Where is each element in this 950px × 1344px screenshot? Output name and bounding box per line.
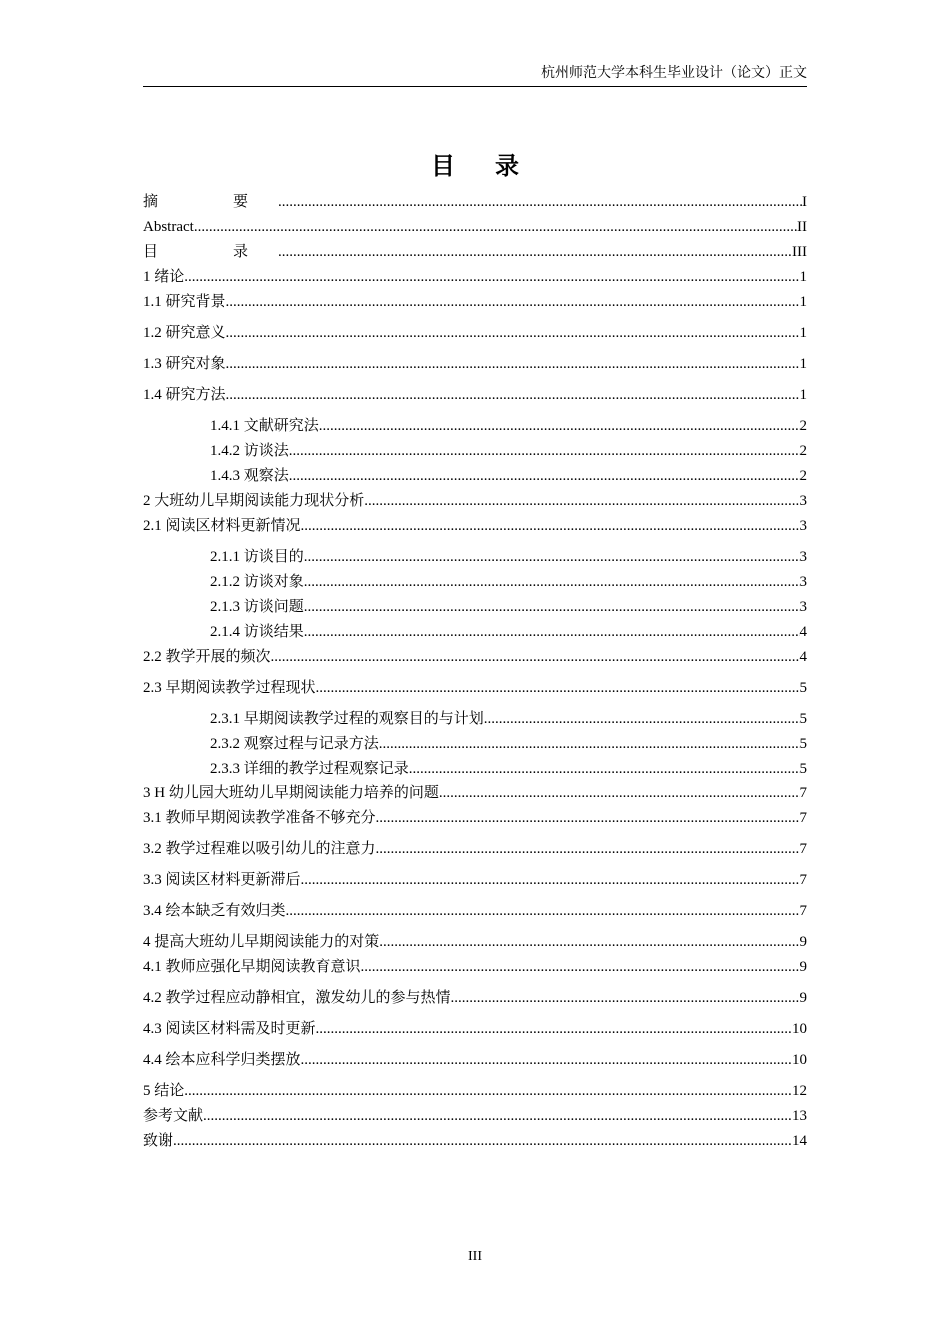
toc-entry-page: 4 [799,649,807,665]
toc-entry-label: 5 结论 [143,1083,185,1099]
toc-entry-page: 3 [799,518,807,534]
toc-entry-label: 2.3 早期阅读教学过程现状 [143,680,316,696]
toc-leader-dots [173,1131,792,1151]
toc-entry-label: 1.4.2 访谈法 [210,443,289,459]
toc-entry-label: 目 录 [143,244,279,260]
toc-entry-label: 2.1.4 访谈结果 [210,624,304,640]
toc-entry-label: 摘 要 [143,194,279,210]
toc-leader-dots [194,217,797,237]
toc-leader-dots [301,870,800,890]
toc-entry-4-2[interactable] [143,988,807,1008]
toc-entry-page: III [792,244,807,260]
toc-entry-3-3[interactable] [143,870,807,890]
toc-entry-page: 7 [799,810,807,826]
toc-entry-page: 9 [799,934,807,950]
toc-entry-page: 7 [799,903,807,919]
toc-entry-2-1-3[interactable] [210,597,807,617]
toc-entry-label: 4.1 教师应强化早期阅读教育意识 [143,959,361,975]
toc-entry-4-3[interactable] [143,1019,807,1039]
toc-entry-label: 2.3.2 观察过程与记录方法 [210,736,379,752]
toc-entry-page: 4 [799,624,807,640]
toc-leader-dots [304,572,800,592]
toc-leader-dots [316,1019,792,1039]
toc-entry-label: Abstract [143,219,194,235]
toc-entry-label: 1.4.1 文献研究法 [210,418,319,434]
toc-entry-abstract-en[interactable] [143,217,807,237]
toc-leader-dots [484,709,800,729]
toc-entry-2-3[interactable] [143,678,807,698]
toc-leader-dots [316,678,800,698]
toc-leader-dots [184,267,799,287]
toc-entry-contents[interactable] [143,242,807,262]
toc-entry-acknowledgements[interactable] [143,1131,807,1151]
toc-entry-label: 3.1 教师早期阅读教学准备不够充分 [143,810,376,826]
toc-leader-dots [451,988,800,1008]
toc-entry-1-4-3[interactable] [210,466,807,486]
toc-entry-label: 参考文献 [143,1108,204,1124]
toc-leader-dots [304,547,800,567]
toc-entry-label: 致谢 [143,1133,174,1149]
toc-entry-page: 14 [792,1133,807,1149]
toc-entry-page: 1 [799,387,807,403]
toc-entry-label: 2 大班幼儿早期阅读能力现状分析 [143,493,365,509]
toc-leader-dots [278,242,792,262]
toc-leader-dots [304,597,800,617]
toc-entry-2-3-3[interactable] [210,759,807,779]
toc-entry-page: 13 [792,1108,807,1124]
toc-entry-page: I [802,194,807,210]
toc-leader-dots [286,901,800,921]
toc-leader-dots [361,957,800,977]
toc-entry-label: 1.2 研究意义 [143,325,226,341]
toc-leader-dots [271,647,800,667]
toc-leader-dots [289,466,800,486]
toc-entry-label: 1.4.3 观察法 [210,468,289,484]
toc-leader-dots [319,416,800,436]
toc-leader-dots [379,734,800,754]
toc-entry-page: 1 [799,269,807,285]
toc-entry-3-1[interactable] [143,808,807,828]
toc-entry-3-4[interactable] [143,901,807,921]
toc-leader-dots [203,1106,792,1126]
toc-leader-dots [439,783,800,803]
toc-entry-label: 4.2 教学过程应动静相宜，激发幼儿的参与热情 [143,990,451,1006]
toc-entry-ch3[interactable] [143,783,807,803]
toc-entry-2-1-2[interactable] [210,572,807,592]
toc-entry-references[interactable] [143,1106,807,1126]
toc-entry-page: 5 [799,736,807,752]
toc-entry-page: 7 [799,841,807,857]
toc-entry-1-2[interactable] [143,323,807,343]
toc-entry-label: 4.3 阅读区材料需及时更新 [143,1021,316,1037]
toc-entry-label: 2.3.1 早期阅读教学过程的观察目的与计划 [210,711,484,727]
toc-entry-page: II [797,219,807,235]
toc-leader-dots [364,491,799,511]
toc-entry-1-3[interactable] [143,354,807,374]
toc-entry-label: 1.1 研究背景 [143,294,226,310]
toc-entry-1-4-1[interactable] [210,416,807,436]
toc-entry-2-2[interactable] [143,647,807,667]
toc-entry-label: 1.3 研究对象 [143,356,226,372]
toc-leader-dots [226,292,800,312]
toc-entry-label: 2.1 阅读区材料更新情况 [143,518,301,534]
toc-leader-dots [301,516,800,536]
toc-entry-page: 5 [799,680,807,696]
toc-entry-page: 3 [799,549,807,565]
toc-entry-4-1[interactable] [143,957,807,977]
toc-entry-page: 5 [799,761,807,777]
toc-entry-label: 3 H 幼儿园大班幼儿早期阅读能力培养的问题 [143,785,439,801]
toc-entry-label: 2.1.1 访谈目的 [210,549,304,565]
toc-entry-page: 1 [799,294,807,310]
toc-leader-dots [226,385,800,405]
page-number: III [468,1249,482,1264]
toc-entry-page: 9 [799,990,807,1006]
toc-leader-dots [226,323,800,343]
toc-entry-ch2[interactable] [143,491,807,511]
toc-entry-label: 4.4 绘本应科学归类摆放 [143,1052,301,1068]
toc-entry-page: 7 [799,785,807,801]
toc-leader-dots [278,192,802,212]
toc-entry-page: 5 [799,711,807,727]
toc-entry-label: 2.1.2 访谈对象 [210,574,304,590]
toc-entry-4-4[interactable] [143,1050,807,1070]
toc-entry-2-3-1[interactable] [210,709,807,729]
toc-entry-1-4[interactable] [143,385,807,405]
toc-entry-label: 3.4 绘本缺乏有效归类 [143,903,286,919]
toc-leader-dots [304,622,800,642]
toc-entry-page: 2 [799,418,807,434]
toc-entry-page: 9 [799,959,807,975]
toc-entry-2-1-4[interactable] [210,622,807,642]
toc-entry-page: 10 [792,1021,807,1037]
page-title: 目录 [431,151,559,180]
toc-entry-ch1[interactable] [143,267,807,287]
toc-leader-dots [226,354,800,374]
toc-entry-1-4-2[interactable] [210,441,807,461]
toc-entry-page: 2 [799,468,807,484]
toc-entry-ch4[interactable] [143,932,807,952]
toc-entry-label: 1.4 研究方法 [143,387,226,403]
toc-leader-dots [376,808,800,828]
toc-entry-page: 3 [799,599,807,615]
toc-leader-dots [184,1081,792,1101]
toc-leader-dots [376,839,800,859]
toc-entry-page: 3 [799,493,807,509]
toc-entry-page: 7 [799,872,807,888]
toc-entry-label: 2.3.3 详细的教学过程观察记录 [210,761,409,777]
toc-leader-dots [289,441,800,461]
page-header [143,66,807,87]
toc-entry-label: 3.2 教学过程难以吸引幼儿的注意力 [143,841,376,857]
toc-entry-label: 2.1.3 访谈问题 [210,599,304,615]
toc-entry-page: 1 [799,356,807,372]
toc-entry-2-3-2[interactable] [210,734,807,754]
toc-entry-ch5[interactable] [143,1081,807,1101]
toc-entry-page: 10 [792,1052,807,1068]
toc-entry-abstract-cn[interactable] [143,192,807,212]
toc-entry-page: 1 [799,325,807,341]
toc-entry-label: 3.3 阅读区材料更新滞后 [143,872,301,888]
toc-entry-3-2[interactable] [143,839,807,859]
toc-entry-page: 2 [799,443,807,459]
toc-entry-label: 2.2 教学开展的频次 [143,649,271,665]
toc-entry-2-1[interactable] [143,516,807,536]
toc-leader-dots [379,932,799,952]
toc-entry-page: 3 [799,574,807,590]
toc-entry-page: 12 [792,1083,807,1099]
toc-entry-label: 4 提高大班幼儿早期阅读能力的对策 [143,934,380,950]
toc-leader-dots [409,759,800,779]
toc-entry-1-1[interactable] [143,292,807,312]
toc-entry-2-1-1[interactable] [210,547,807,567]
header-text: 杭州师范大学本科生毕业设计（论文）正文 [541,66,807,81]
toc-leader-dots [301,1050,792,1070]
toc-entry-label: 1 绪论 [143,269,185,285]
